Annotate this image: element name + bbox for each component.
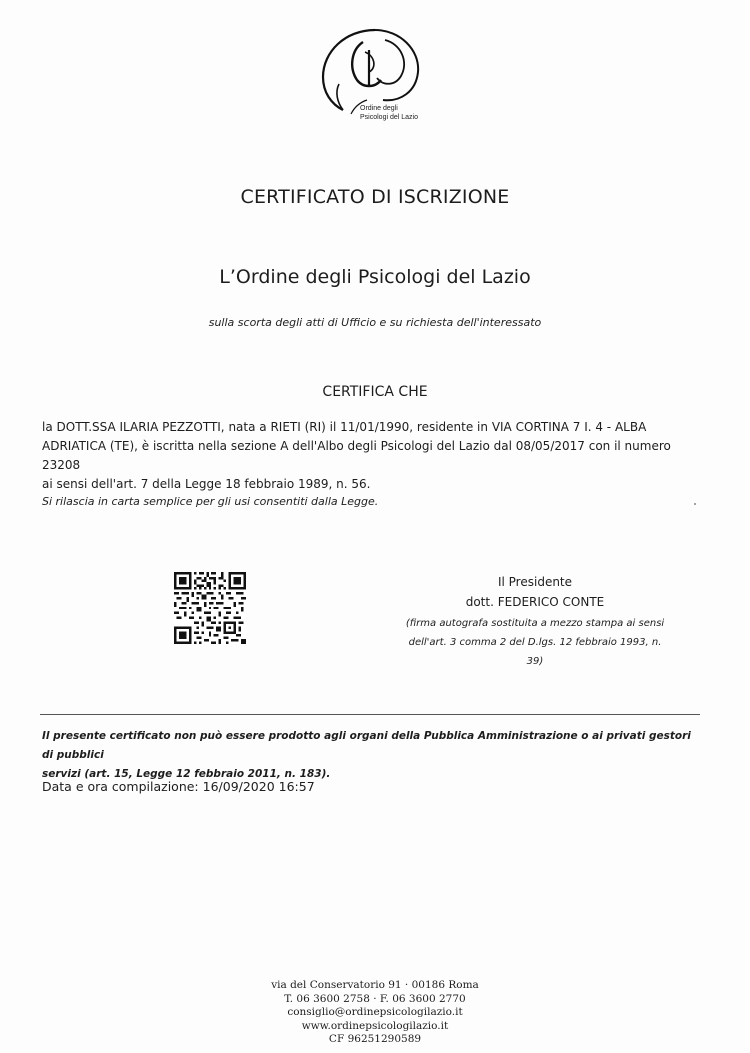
signature-note [400, 614, 670, 671]
certificate-body [42, 418, 710, 494]
disclaimer-line1: Il presente certificato non può essere prodotto agli organi della Pubblica Amministrazione o ai privati gestori di pubblici [42, 730, 691, 761]
footer-address: via del Conservatorio 91 · 00186 Roma [271, 979, 479, 991]
body-line-3: ai sensi dell'art. 7 della Legge 18 febbraio 1989, n. 56. [42, 477, 371, 491]
footer-phones: T. 06 3600 2758 · F. 06 3600 2770 [284, 992, 466, 1005]
signature-note-line1: (firma autografa sostituita a mezzo stampa ai sensi [405, 618, 665, 629]
logo-caption-line2: Psicologi del Lazio [360, 114, 418, 121]
body-line-2: ADRIATICA (TE), è iscritta nella sezione A dell'Albo degli Psicologi del Lazio dal 08/05/2017 con il numero 23208 [42, 439, 671, 472]
signature-name: dott. FEDERICO CONTE [465, 595, 605, 609]
signature-role: Il Presidente [497, 575, 573, 589]
separator-line [40, 714, 700, 715]
certificate-title: CERTIFICATO DI ISCRIZIONE [240, 186, 510, 208]
certifies-heading: CERTIFICA CHE [322, 384, 428, 400]
issued-note: Si rilascia in carta semplice per gli usi consentiti dalla Legge. [42, 495, 379, 508]
subtitle: sulla scorta degli atti di Ufficio e su richiesta dell'interessato [208, 316, 542, 329]
scan-speck [694, 503, 696, 505]
footer-contacts [0, 979, 750, 1047]
compilation-datetime: Data e ora compilazione: 16/09/2020 16:57 [42, 779, 315, 794]
signature-note-line2: dell'art. 3 comma 2 del D.lgs. 12 febbraio 1993, n. 39) [408, 637, 662, 667]
body-line-1: la DOTT.SSA ILARIA PEZZOTTI, nata a RIETI (RI) il 11/01/1990, residente in VIA CORTINA 7 I. 4 - ALBA [42, 420, 647, 434]
organization-name: L’Ordine degli Psicologi del Lazio [219, 266, 531, 288]
disclaimer-line2: servizi (art. 15, Legge 12 febbraio 2011, n. 183). [42, 768, 331, 780]
disclaimer [42, 727, 702, 784]
footer-email: consiglio@ordinepsicologilazio.it [287, 1006, 463, 1018]
signature-block [400, 572, 670, 671]
footer-tax-code: CF 96251290589 [328, 1033, 422, 1045]
footer-website: www.ordinepsicologilazio.it [301, 1019, 449, 1032]
qr-code-icon [174, 572, 246, 644]
logo-caption [360, 104, 418, 122]
logo-caption-line1: Ordine degli [360, 105, 398, 112]
